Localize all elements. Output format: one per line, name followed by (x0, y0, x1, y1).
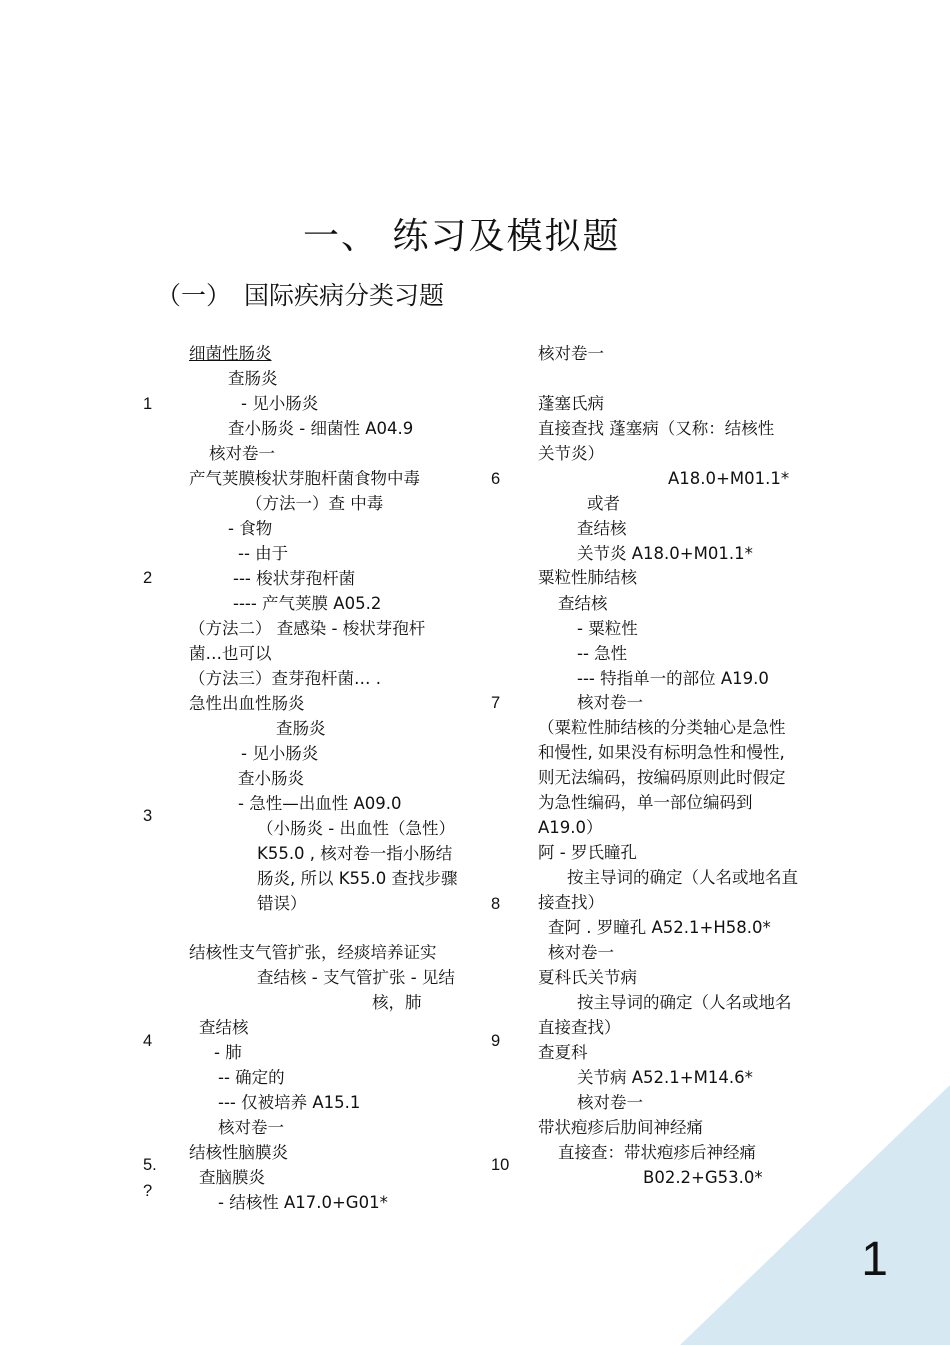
text-line: - 见小肠炎 (241, 394, 319, 413)
text-line: 粟粒性肺结核 (538, 568, 637, 587)
text-line: --- 特指单一的部位 A19.0 (577, 669, 769, 688)
text-line: - 粟粒性 (577, 619, 638, 638)
section-title: 国际疾病分类习题 (244, 281, 445, 310)
text-line: （小肠炎 - 出血性（急性） (257, 819, 455, 838)
page-title: 一、 练习及模拟题 (303, 216, 621, 257)
text-line: -- 确定的 (218, 1068, 285, 1087)
text-line: 产气荚膜梭状芽胞杆菌食物中毒 (189, 469, 420, 488)
text-line: 查结核 (577, 519, 627, 538)
text-line: 关节炎 A18.0+M01.1* (577, 544, 753, 563)
text-line: 核对卷一 (209, 444, 275, 463)
item-number: 5. (143, 1156, 157, 1174)
text-line: 查小肠炎 - 细菌性 A04.9 (228, 419, 414, 438)
text-line: 直接查：带状疱疹后神经痛 (558, 1143, 756, 1162)
text-line: 按主导词的确定（人名或地名直 (567, 868, 798, 887)
text-line: -- 由于 (238, 544, 289, 563)
text-line: 急性出血性肠炎 (189, 694, 305, 713)
text-line: 或者 (587, 494, 620, 513)
text-line: 细菌性肠炎 (189, 344, 272, 363)
text-line: 直接查找） (538, 1018, 621, 1037)
text-line: 直接查找 蓬塞病（又称：结核性 (538, 419, 775, 438)
text-line: ---- 产气荚膜 A05.2 (233, 594, 382, 613)
text-line: 为急性编码，单一部位编码到 (538, 793, 753, 812)
text-line: - 肺 (214, 1043, 242, 1062)
text-line: - 食物 (228, 519, 273, 538)
text-line: 核对卷一 (218, 1118, 284, 1137)
text-line: 蓬塞氏病 (538, 394, 604, 413)
text-line: 夏科氏关节病 (538, 968, 637, 987)
text-line: 查结核 (199, 1018, 249, 1037)
text-line: B02.2+G53.0* (643, 1168, 763, 1187)
section-number: （一） (156, 281, 232, 310)
text-line: 查夏科 (538, 1043, 588, 1062)
text-line: --- 仅被培养 A15.1 (218, 1093, 361, 1112)
item-number: 8 (491, 895, 501, 913)
item-number: 4 (143, 1032, 153, 1050)
text-line: 查结核 (558, 594, 608, 613)
text-line: 则无法编码，按编码原则此时假定 (538, 768, 786, 787)
text-line: -- 急性 (577, 644, 628, 663)
corner-decoration (680, 1085, 950, 1345)
text-line: 错误） (257, 894, 307, 913)
text-line: --- 梭状芽孢杆菌 (233, 569, 356, 588)
text-line: （方法二） 查感染 - 梭状芽孢杆 (189, 619, 426, 638)
text-line: 菌…也可以 (189, 644, 272, 663)
item-number: 6 (491, 470, 501, 488)
text-line: 查脑膜炎 (199, 1168, 265, 1187)
item-number: 2 (143, 569, 153, 587)
item-number: 3 (143, 807, 153, 825)
text-line: - 急性—出血性 A09.0 (238, 794, 402, 813)
text-line: 结核性脑膜炎 (189, 1143, 288, 1162)
text-line: 查阿 . 罗瞳孔 A52.1+H58.0* (548, 918, 771, 937)
text-line: 核对卷一 (577, 1093, 643, 1112)
item-number: 9 (491, 1032, 501, 1050)
text-line: 核对卷一 (577, 693, 643, 712)
text-line: 肠炎, 所以 K55.0 查找步骤 (257, 869, 458, 888)
text-line: - 见小肠炎 (241, 744, 319, 763)
text-line: 关节病 A52.1+M14.6* (577, 1068, 753, 1087)
text-line: A18.0+M01.1* (668, 469, 790, 488)
section-heading (156, 276, 444, 312)
page-number: 1 (861, 1233, 888, 1286)
text-line: 带状疱疹后肋间神经痛 (538, 1118, 703, 1137)
item-number: 10 (491, 1156, 510, 1174)
text-line: 和慢性, 如果没有标明急性和慢性, (538, 743, 785, 762)
text-line: K55.0 , 核对卷一指小肠结 (257, 844, 453, 863)
item-number: 1 (143, 395, 153, 413)
text-line: 查肠炎 (276, 719, 326, 738)
text-line: 核对卷一 (548, 943, 614, 962)
text-line: 核对卷一 (538, 344, 604, 363)
text-line: 接查找） (538, 893, 604, 912)
text-line: - 结核性 A17.0+G01* (218, 1193, 388, 1212)
text-line: （粟粒性肺结核的分类轴心是急性 (538, 718, 786, 737)
text-line: 阿 - 罗氏瞳孔 (538, 843, 637, 862)
text-line: （方法一）查 中毒 (246, 494, 384, 513)
item-number: 7 (491, 694, 501, 712)
text-line: （方法三）查芽孢杆菌… . (189, 669, 381, 688)
text-line: A19.0） (538, 818, 603, 837)
item-number: ? (143, 1182, 153, 1200)
text-line: 查小肠炎 (238, 769, 304, 788)
text-line: 查肠炎 (228, 369, 278, 388)
text-line: 结核性支气管扩张，经痰培养证实 (189, 943, 437, 962)
text-line: 查结核 - 支气管扩张 - 见结 (257, 968, 455, 987)
text-line: 按主导词的确定（人名或地名 (577, 993, 792, 1012)
text-line: 核，肺 (372, 993, 422, 1012)
text-line: 关节炎） (538, 444, 604, 463)
